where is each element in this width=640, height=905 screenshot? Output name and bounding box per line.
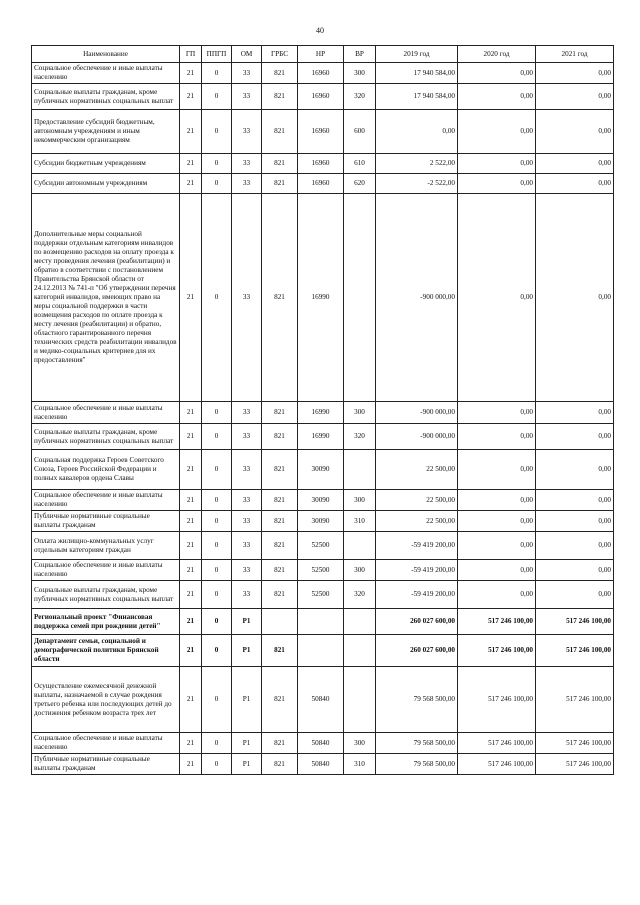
cell-name: Социальное обеспечение и иные выплаты населению: [32, 560, 180, 581]
cell-om: 33: [232, 84, 262, 110]
cell-grbs: 821: [262, 581, 298, 609]
cell-om: P1: [232, 609, 262, 635]
column-header: 2020 год: [458, 46, 536, 63]
cell-2019: 22 500,00: [376, 450, 458, 490]
cell-grbs: 821: [262, 532, 298, 560]
table-row: [32, 84, 614, 110]
cell-name: Региональный проект "Финансовая поддержка семей при рождении детей": [32, 609, 180, 635]
cell-name: Департамент семьи, социальной и демографической политики Брянской области: [32, 635, 180, 667]
cell-gp: 21: [180, 110, 202, 154]
cell-grbs: 821: [262, 754, 298, 775]
cell-gp: 21: [180, 490, 202, 511]
cell-grbs: 821: [262, 194, 298, 402]
cell-2020: 517 246 100,00: [458, 609, 536, 635]
cell-2021: 0,00: [536, 532, 614, 560]
cell-om: P1: [232, 635, 262, 667]
table-row: [32, 754, 614, 775]
cell-ppgp: 0: [202, 490, 232, 511]
cell-name: Публичные нормативные социальные выплаты гражданам: [32, 754, 180, 775]
cell-ppgp: 0: [202, 174, 232, 194]
cell-gp: 21: [180, 581, 202, 609]
cell-om: 33: [232, 402, 262, 424]
cell-vr: [344, 450, 376, 490]
table-row: [32, 532, 614, 560]
cell-gp: 21: [180, 511, 202, 532]
cell-2019: 79 568 500,00: [376, 733, 458, 754]
table-row: [32, 402, 614, 424]
cell-vr: 620: [344, 174, 376, 194]
cell-gp: 21: [180, 194, 202, 402]
cell-name: Социальное обеспечение и иные выплаты населению: [32, 402, 180, 424]
cell-om: 33: [232, 110, 262, 154]
cell-2020: 0,00: [458, 511, 536, 532]
cell-om: 33: [232, 511, 262, 532]
cell-2021: 517 246 100,00: [536, 754, 614, 775]
cell-nr: 16960: [298, 154, 344, 174]
cell-vr: [344, 667, 376, 733]
table-row: [32, 511, 614, 532]
table-body: [32, 63, 614, 775]
cell-ppgp: 0: [202, 194, 232, 402]
cell-gp: 21: [180, 560, 202, 581]
column-header: ГП: [180, 46, 202, 63]
cell-2021: 0,00: [536, 560, 614, 581]
cell-nr: 50840: [298, 667, 344, 733]
cell-grbs: 821: [262, 667, 298, 733]
cell-2019: 22 500,00: [376, 490, 458, 511]
cell-gp: 21: [180, 532, 202, 560]
cell-nr: 30090: [298, 490, 344, 511]
table-row: [32, 581, 614, 609]
cell-nr: 50840: [298, 733, 344, 754]
cell-om: 33: [232, 154, 262, 174]
table-row: [32, 733, 614, 754]
cell-name: Социальная поддержка Героев Советского Союза, Героев Российской Федерации и полных кавалеров ордена Славы: [32, 450, 180, 490]
table-row: [32, 667, 614, 733]
cell-ppgp: 0: [202, 450, 232, 490]
cell-name: Дополнительные меры социальной поддержки отдельным категориям инвалидов по возмещению расходов на оплату проезда к месту проведения лечения (реабилитации) и обратно в соответствии с постановлением Правительства Брянской области от 24.12.2013 № 741-п "Об утверждении перечня категорий инвалидов, имеющих право на меры социальной поддержки в части возмещения расходов по оплате проезда к месту лечения (реабилитации) и обратно, областного гарантированного перечня технических средств реабилитации инвалидов и медико-социальных критериев для их предоставления": [32, 194, 180, 402]
cell-om: 33: [232, 450, 262, 490]
column-header: ОМ: [232, 46, 262, 63]
cell-grbs: 821: [262, 110, 298, 154]
cell-ppgp: 0: [202, 635, 232, 667]
cell-2019: -59 419 200,00: [376, 532, 458, 560]
column-header: 2019 год: [376, 46, 458, 63]
cell-vr: [344, 194, 376, 402]
cell-ppgp: 0: [202, 63, 232, 84]
cell-grbs: 821: [262, 402, 298, 424]
cell-ppgp: 0: [202, 84, 232, 110]
cell-gp: 21: [180, 154, 202, 174]
cell-ppgp: 0: [202, 511, 232, 532]
cell-grbs: 821: [262, 450, 298, 490]
cell-om: P1: [232, 667, 262, 733]
cell-ppgp: 0: [202, 154, 232, 174]
cell-om: P1: [232, 754, 262, 775]
table-row: [32, 194, 614, 402]
table-row: [32, 490, 614, 511]
cell-vr: 320: [344, 424, 376, 450]
table-row: [32, 560, 614, 581]
cell-om: 33: [232, 581, 262, 609]
cell-2021: 0,00: [536, 110, 614, 154]
cell-grbs: 821: [262, 511, 298, 532]
table-header-row: [32, 46, 614, 63]
column-header: ГРБС: [262, 46, 298, 63]
cell-2020: 0,00: [458, 154, 536, 174]
cell-2020: 0,00: [458, 424, 536, 450]
cell-vr: [344, 532, 376, 560]
table-row: [32, 450, 614, 490]
cell-om: 33: [232, 560, 262, 581]
cell-nr: 30090: [298, 450, 344, 490]
cell-2019: 260 027 600,00: [376, 635, 458, 667]
cell-gp: 21: [180, 63, 202, 84]
cell-grbs: 821: [262, 174, 298, 194]
column-header: НР: [298, 46, 344, 63]
cell-2021: 0,00: [536, 84, 614, 110]
cell-vr: [344, 635, 376, 667]
cell-nr: 16960: [298, 63, 344, 84]
cell-vr: 300: [344, 63, 376, 84]
cell-nr: [298, 609, 344, 635]
cell-vr: 610: [344, 154, 376, 174]
cell-vr: 600: [344, 110, 376, 154]
column-header: ППГП: [202, 46, 232, 63]
cell-2019: 79 568 500,00: [376, 754, 458, 775]
cell-2021: 0,00: [536, 402, 614, 424]
budget-table: [31, 45, 614, 775]
table-row: [32, 635, 614, 667]
cell-ppgp: 0: [202, 424, 232, 450]
table-row: [32, 110, 614, 154]
cell-2020: 0,00: [458, 402, 536, 424]
cell-grbs: 821: [262, 84, 298, 110]
cell-2020: 0,00: [458, 581, 536, 609]
cell-2019: -59 419 200,00: [376, 581, 458, 609]
table-row: [32, 609, 614, 635]
cell-ppgp: 0: [202, 609, 232, 635]
table-row: [32, 174, 614, 194]
cell-grbs: [262, 609, 298, 635]
cell-2019: 17 940 584,00: [376, 63, 458, 84]
table-row: [32, 424, 614, 450]
cell-vr: 300: [344, 560, 376, 581]
cell-om: P1: [232, 733, 262, 754]
cell-ppgp: 0: [202, 560, 232, 581]
cell-2020: 0,00: [458, 490, 536, 511]
cell-nr: 16990: [298, 194, 344, 402]
cell-om: 33: [232, 532, 262, 560]
cell-2019: 2 522,00: [376, 154, 458, 174]
cell-name: Субсидии автономным учреждениям: [32, 174, 180, 194]
cell-2021: 517 246 100,00: [536, 609, 614, 635]
cell-grbs: 821: [262, 490, 298, 511]
cell-vr: 300: [344, 490, 376, 511]
cell-2021: 0,00: [536, 154, 614, 174]
cell-name: Осуществление ежемесячной денежной выплаты, назначаемой в случае рождения третьего ребенка или последующих детей до достижения ребенком возраста трех лет: [32, 667, 180, 733]
cell-nr: 52500: [298, 581, 344, 609]
cell-2021: 0,00: [536, 490, 614, 511]
cell-om: 33: [232, 490, 262, 511]
cell-2019: -900 000,00: [376, 194, 458, 402]
cell-2019: 17 940 584,00: [376, 84, 458, 110]
cell-ppgp: 0: [202, 532, 232, 560]
cell-2021: 0,00: [536, 511, 614, 532]
cell-om: 33: [232, 63, 262, 84]
cell-grbs: 821: [262, 154, 298, 174]
cell-gp: 21: [180, 609, 202, 635]
cell-nr: 52500: [298, 532, 344, 560]
table-row: [32, 63, 614, 84]
cell-ppgp: 0: [202, 581, 232, 609]
cell-2020: 0,00: [458, 560, 536, 581]
cell-2020: 0,00: [458, 532, 536, 560]
cell-om: 33: [232, 174, 262, 194]
cell-name: Социальное обеспечение и иные выплаты населению: [32, 733, 180, 754]
cell-2020: 0,00: [458, 174, 536, 194]
cell-vr: 310: [344, 754, 376, 775]
cell-nr: [298, 635, 344, 667]
cell-2020: 0,00: [458, 450, 536, 490]
cell-2021: 517 246 100,00: [536, 667, 614, 733]
cell-2019: -59 419 200,00: [376, 560, 458, 581]
cell-nr: 16990: [298, 402, 344, 424]
cell-nr: 50840: [298, 754, 344, 775]
cell-grbs: 821: [262, 733, 298, 754]
cell-2019: 260 027 600,00: [376, 609, 458, 635]
cell-2019: -900 000,00: [376, 402, 458, 424]
cell-gp: 21: [180, 733, 202, 754]
cell-2020: 517 246 100,00: [458, 667, 536, 733]
cell-2020: 0,00: [458, 194, 536, 402]
cell-nr: 16960: [298, 84, 344, 110]
cell-gp: 21: [180, 667, 202, 733]
cell-ppgp: 0: [202, 110, 232, 154]
cell-ppgp: 0: [202, 667, 232, 733]
cell-2021: 0,00: [536, 174, 614, 194]
cell-om: 33: [232, 424, 262, 450]
cell-2021: 0,00: [536, 63, 614, 84]
cell-ppgp: 0: [202, 402, 232, 424]
cell-name: Социальное обеспечение и иные выплаты населению: [32, 490, 180, 511]
cell-vr: 320: [344, 581, 376, 609]
cell-2019: 0,00: [376, 110, 458, 154]
column-header: Наименование: [32, 46, 180, 63]
cell-name: Социальные выплаты гражданам, кроме публичных нормативных социальных выплат: [32, 581, 180, 609]
cell-gp: 21: [180, 402, 202, 424]
cell-name: Социальные выплаты гражданам, кроме публичных нормативных социальных выплат: [32, 84, 180, 110]
cell-ppgp: 0: [202, 754, 232, 775]
cell-2020: 0,00: [458, 110, 536, 154]
column-header: 2021 год: [536, 46, 614, 63]
cell-gp: 21: [180, 84, 202, 110]
cell-vr: [344, 609, 376, 635]
cell-name: Субсидии бюджетным учреждениям: [32, 154, 180, 174]
cell-2021: 517 246 100,00: [536, 635, 614, 667]
cell-vr: 300: [344, 402, 376, 424]
cell-om: 33: [232, 194, 262, 402]
cell-vr: 310: [344, 511, 376, 532]
cell-name: Предоставление субсидий бюджетным, автономным учреждениям и иным некоммерческим организациям: [32, 110, 180, 154]
cell-2021: 517 246 100,00: [536, 733, 614, 754]
cell-gp: 21: [180, 450, 202, 490]
cell-nr: 16960: [298, 110, 344, 154]
column-header: ВР: [344, 46, 376, 63]
cell-grbs: 821: [262, 63, 298, 84]
cell-2020: 517 246 100,00: [458, 635, 536, 667]
cell-vr: 320: [344, 84, 376, 110]
cell-nr: 16960: [298, 174, 344, 194]
cell-name: Социальные выплаты гражданам, кроме публичных нормативных социальных выплат: [32, 424, 180, 450]
cell-nr: 16990: [298, 424, 344, 450]
cell-grbs: 821: [262, 560, 298, 581]
cell-2019: -2 522,00: [376, 174, 458, 194]
cell-name: Оплата жилищно-коммунальных услуг отдельным категориям граждан: [32, 532, 180, 560]
cell-2019: 22 500,00: [376, 511, 458, 532]
cell-2020: 0,00: [458, 84, 536, 110]
table-row: [32, 154, 614, 174]
cell-2021: 0,00: [536, 450, 614, 490]
cell-2019: 79 568 500,00: [376, 667, 458, 733]
cell-grbs: 821: [262, 635, 298, 667]
cell-name: Социальное обеспечение и иные выплаты населению: [32, 63, 180, 84]
cell-name: Публичные нормативные социальные выплаты гражданам: [32, 511, 180, 532]
cell-gp: 21: [180, 635, 202, 667]
cell-2021: 0,00: [536, 194, 614, 402]
cell-2020: 517 246 100,00: [458, 733, 536, 754]
cell-2019: -900 000,00: [376, 424, 458, 450]
cell-gp: 21: [180, 174, 202, 194]
cell-vr: 300: [344, 733, 376, 754]
cell-gp: 21: [180, 754, 202, 775]
cell-nr: 30090: [298, 511, 344, 532]
cell-grbs: 821: [262, 424, 298, 450]
cell-nr: 52500: [298, 560, 344, 581]
cell-2021: 0,00: [536, 581, 614, 609]
page-number: 40: [316, 26, 324, 35]
cell-2021: 0,00: [536, 424, 614, 450]
cell-2020: 0,00: [458, 63, 536, 84]
cell-ppgp: 0: [202, 733, 232, 754]
cell-gp: 21: [180, 424, 202, 450]
cell-2020: 517 246 100,00: [458, 754, 536, 775]
